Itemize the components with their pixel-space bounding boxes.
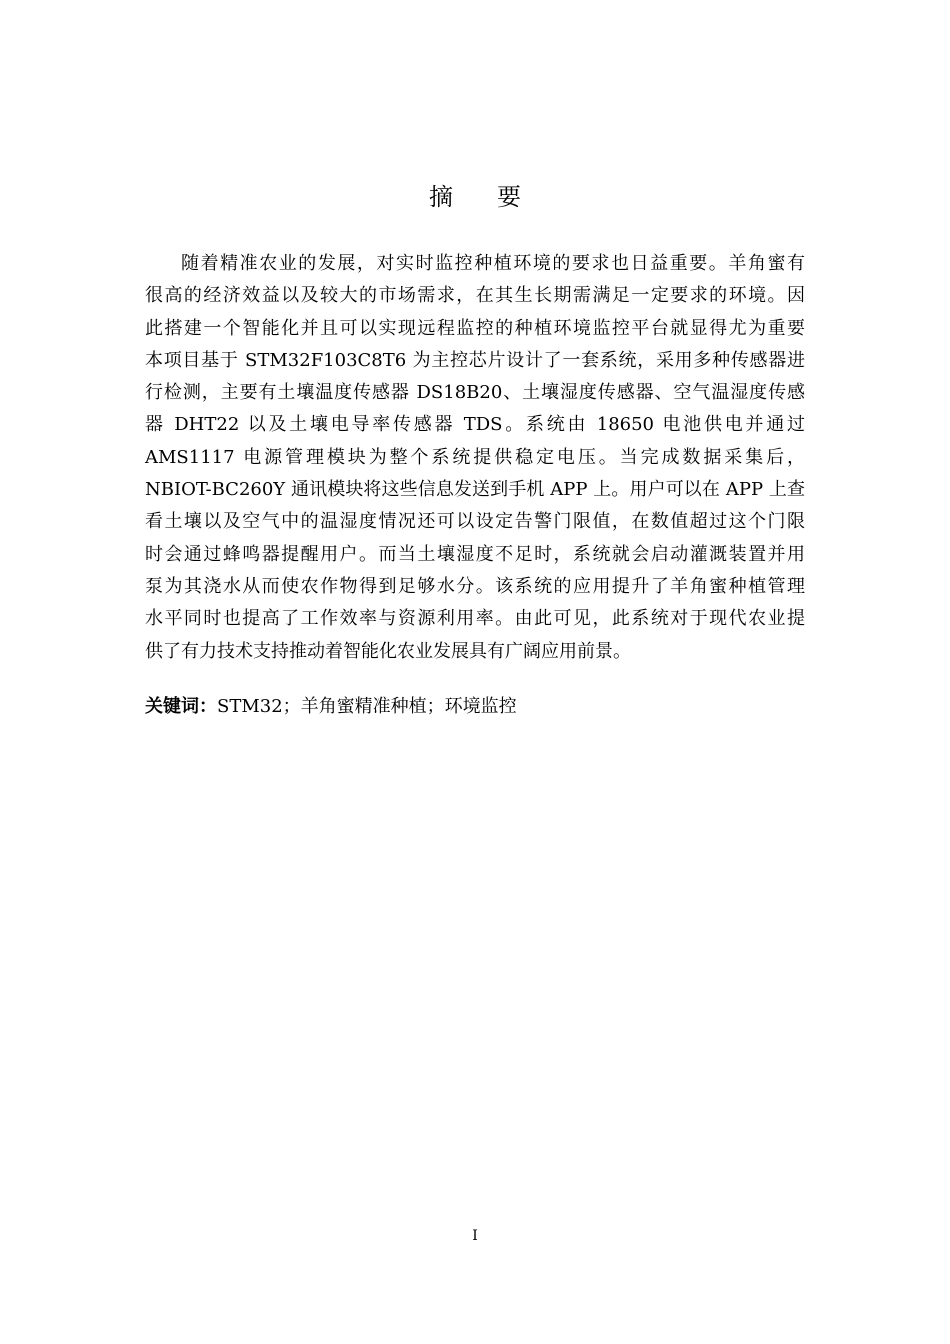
abstract-line: 供了有力技术支持推动着智能化农业发展具有广阔应用前景。: [145, 640, 631, 662]
abstract-body: [145, 248, 805, 668]
keywords-label: 关键词：: [145, 696, 217, 717]
heading-char-2: 要: [497, 183, 521, 211]
abstract-line: 器 DHT22 以及土壤电导率传感器 TDS。系统由 18650 电池供电并通过: [145, 414, 805, 436]
abstract-line: 看土壤以及空气中的温湿度情况还可以设定告警门限值，在数值超过这个门限: [145, 511, 805, 533]
abstract-line: 泵为其浇水从而使农作物得到足够水分。该系统的应用提升了羊角蜜种植管理: [145, 575, 805, 597]
abstract-line: 此搭建一个智能化并且可以实现远程监控的种植环境监控平台就显得尤为重要: [145, 317, 805, 339]
keywords-text: STM32；羊角蜜精准种植；环境监控: [217, 696, 517, 717]
page-number: I: [472, 1228, 478, 1244]
abstract-line: 本项目基于 STM32F103C8T6 为主控芯片设计了一套系统，采用多种传感器进: [145, 349, 805, 371]
abstract-line: 随着精准农业的发展，对实时监控种植环境的要求也日益重要。羊角蜜有: [181, 253, 805, 274]
abstract-line: AMS1117 电源管理模块为整个系统提供稳定电压。当完成数据采集后，: [145, 446, 805, 468]
abstract-line: NBIOT-BC260Y 通讯模块将这些信息发送到手机 APP 上。用户可以在 APP 上查: [145, 479, 805, 501]
abstract-line: 水平同时也提高了工作效率与资源利用率。由此可见，此系统对于现代农业提: [145, 608, 805, 630]
keywords: [145, 691, 517, 723]
abstract-line: 时会通过蜂鸣器提醒用户。而当土壤湿度不足时，系统就会启动灌溉装置并用: [145, 543, 805, 565]
abstract-line: 很高的经济效益以及较大的市场需求，在其生长期需满足一定要求的环境。因: [145, 285, 805, 307]
heading-char-1: 摘: [429, 183, 453, 211]
abstract-heading: [0, 181, 950, 213]
abstract-line: 行检测，主要有土壤温度传感器 DS18B20、土壤湿度传感器、空气温湿度传感: [145, 382, 805, 404]
